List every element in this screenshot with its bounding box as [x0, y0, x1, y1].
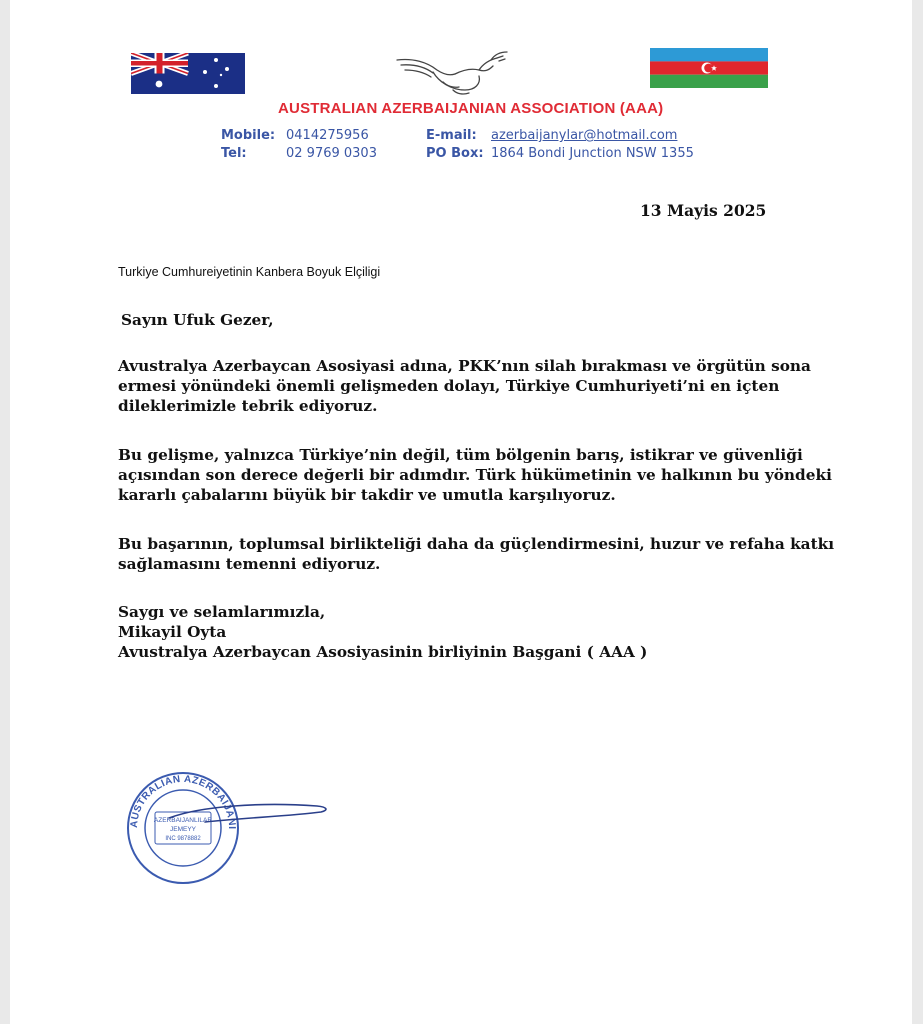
email-link[interactable]: azerbaijanylar@hotmail.com	[491, 128, 678, 143]
recipient-line: Turkiye Cumhureiyetinin Kanbera Boyuk Elçiligi	[118, 265, 381, 279]
tel-number: 02 9769 0303	[286, 146, 377, 161]
signer-name: Mikayil Oyta	[118, 623, 227, 641]
email-label: E-mail:	[426, 128, 477, 143]
paragraph-line: dileklerimizle tebrik ediyoruz.	[118, 397, 378, 415]
salutation: Sayın Ufuk Gezer,	[121, 311, 274, 329]
mobile-label: Mobile:	[221, 128, 276, 143]
letter-date: 13 Mayis 2025	[640, 201, 767, 220]
paragraph-line: Avustralya Azerbaycan Asosiyasi adına, PKK’nın silah bırakması ve örgütün sona	[118, 357, 811, 375]
signature-block	[118, 602, 838, 662]
organization-name: AUSTRALIAN AZERBAIJANIAN ASSOCIATION (AAA)	[278, 100, 664, 117]
paragraph-line: Bu gelişme, yalnızca Türkiye’nin değil, tüm bölgenin barış, istikrar ve güvenliği	[118, 446, 803, 464]
closing: Saygı ve selamlarımızla,	[118, 603, 326, 621]
pobox-label: PO Box:	[426, 146, 484, 161]
paragraph-3	[118, 534, 838, 574]
stamp-inner-line-3: INC 9878882	[165, 836, 201, 842]
pobox-value: 1864 Bondi Junction NSW 1355	[491, 146, 694, 161]
mobile-number: 0414275956	[286, 128, 369, 143]
stamp-ring-text: AUSTRALIAN AZERBAIJANIAN ASSOCIATION	[116, 758, 238, 830]
paragraph-line: açısından son derece değerli bir adımdır. Türk hükümetinin ve halkının bu yöndeki	[118, 466, 832, 484]
paragraph-line: Bu başarının, toplumsal birlikteliği daha da güçlendirmesini, huzur ve refaha katkı	[118, 535, 835, 553]
paragraph-line: sağlamasını temenni ediyoruz.	[118, 555, 381, 573]
signer-title: Avustralya Azerbaycan Asosiyasinin birliyinin Başgani ( AAA )	[118, 643, 648, 661]
australia-flag-icon	[131, 53, 245, 94]
paragraph-line: kararlı çabalarını büyük bir takdir ve umutla karşılıyoruz.	[118, 486, 616, 504]
stamp-inner-line-1: AZERBAIJANLILAR	[153, 817, 213, 824]
azerbaijan-flag-icon	[650, 48, 768, 88]
stamp-inner-line-2: JEMEYY	[169, 826, 197, 833]
dove-icon	[393, 46, 511, 96]
tel-label: Tel:	[221, 146, 247, 161]
paragraph-line: ermesi yönündeki önemli gelişmeden dolayı, Türkiye Cumhuriyeti’ni en içten	[118, 377, 780, 395]
paragraph-1	[118, 356, 838, 416]
paragraph-2	[118, 445, 838, 505]
association-stamp-icon	[116, 758, 245, 882]
letter-page	[10, 0, 912, 1024]
